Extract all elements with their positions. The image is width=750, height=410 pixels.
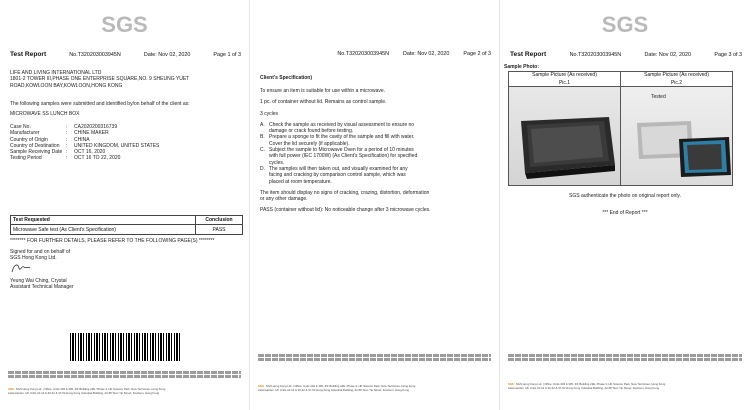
- report-number: No.T320203003945N: [569, 51, 622, 58]
- field-row: Country of Destination : UNITED KINGDOM, UNITED STATES: [10, 142, 160, 149]
- spec-line: To ensure an item is suitable for use within a microwave.: [260, 88, 386, 94]
- fine-print: [8, 375, 241, 378]
- report-number: No.T320203003945N: [69, 51, 121, 58]
- sgs-logo: SGS: [101, 12, 148, 37]
- fine-print: [8, 371, 241, 374]
- spec-title: Client's Specification): [260, 75, 313, 81]
- table-cell: Microwave Safe test (As Client's Specification): [11, 225, 196, 234]
- photo-caption: Pic.1: [558, 79, 571, 86]
- test-requested-table: [10, 215, 243, 235]
- field-row: Country of Origin : CHINA: [10, 136, 90, 143]
- table-header: Test Requested: [11, 216, 196, 225]
- refer-note: ******** FOR FURTHER DETAILS, PLEASE REFER TO THE FOLLOWING PAGE(S) ********: [10, 238, 215, 244]
- page-number: Page 2 of 3: [463, 51, 491, 57]
- tested-label: Tested: [651, 94, 666, 100]
- report-title: Test Report: [510, 51, 547, 58]
- report-page-3: [500, 0, 750, 410]
- fine-print: [258, 358, 491, 361]
- spec-line: 1 pc. of container without lid. Remains as control sample.: [260, 99, 387, 106]
- authenticate-note: SGS authenticate the photo on original report only.: [569, 193, 681, 199]
- fine-print: [508, 354, 742, 357]
- page-header: [10, 51, 241, 58]
- page-number: Page 1 of 3: [213, 51, 241, 58]
- table-header: Conclusion: [196, 216, 243, 225]
- product-name: MICROWAVE SS LUNCH BOX: [10, 111, 80, 117]
- report-page-1: [0, 0, 250, 410]
- signer-block: [10, 278, 74, 291]
- footer-line: Laboratories: 1/F Units 10-13 & 30-32 & 37-52 Hong Kong Industrial Building, 42-58 Tsun Yip Street, Kowloon, Hong Kong: [8, 392, 160, 395]
- page-header: [260, 51, 491, 57]
- report-date: Date: Nov 02, 2020: [402, 51, 450, 57]
- closing-line: PASS (container without lid): No noticeable change after 3 microwave cycles.: [260, 207, 431, 214]
- photo-caption: Pic.2: [670, 79, 683, 86]
- signed-line: SGS Hong Kong Ltd.: [10, 255, 57, 262]
- signature: [10, 262, 32, 274]
- section-title: Sample Photo:: [504, 64, 540, 70]
- field-row: Case No. : CA2020200316739: [10, 124, 118, 130]
- step-row: D. The samples will then taken out, and visually examined for any facing and cracking by comparison control sample, which was placed at room temperature.: [260, 165, 408, 185]
- signer-title: Assistant Technical Manager: [10, 284, 74, 291]
- step-row: A. Check the sample as received by visual assessment to ensure no damage or crack found before testing.: [260, 121, 415, 135]
- fine-print: [508, 358, 742, 361]
- signer-name: Yeung Wai Ching, Crystal: [10, 278, 67, 284]
- spec-text: [260, 88, 489, 214]
- report-page-2: [250, 0, 500, 410]
- spec-line: 3 cycles: [260, 110, 279, 117]
- field-row: Manufacturer : CHINE MAKER: [10, 130, 109, 137]
- report-number: No.T320203003945N: [337, 51, 389, 57]
- step-row: C. Subject the sample to Microwave Oven for a period of 10 minutes with full power (IEC 1700W) (As Client's Specification) for specified cycles.: [260, 147, 418, 166]
- field-row: Testing Period : OCT 16 TO 22, 2020: [10, 155, 121, 162]
- container-image: [621, 87, 733, 186]
- closing-line: The item should display no signs of cracking, crazing, distortion, deformation or any other damage.: [260, 189, 430, 203]
- sample-photo-2: [620, 86, 733, 186]
- report-date: Date: Nov 02, 2020: [644, 51, 691, 58]
- signed-line: Signed for and on behalf of: [10, 249, 71, 255]
- end-of-report: *** End of Report ***: [602, 210, 648, 216]
- footer-line: Laboratories: 1/F Units 10-13 & 30-32 & 37-52 Hong Kong Industrial Building, 42-58 Tsun Yip Street, Kowloon, Hong Kong: [258, 389, 410, 392]
- footer-line: Laboratories: 1/F Units 10-13 & 30-32 & 37-52 Hong Kong Industrial Building, 42-58 Tsun Yip Street, Kowloon, Hong Kong: [508, 387, 660, 390]
- page-header: [510, 51, 742, 58]
- report-title: Test Report: [10, 51, 47, 58]
- sample-photo-1: [508, 86, 621, 186]
- intro-text: The following samples were submitted and identified by/on behalf of the client as:: [10, 101, 190, 107]
- lunch-box-image: [509, 87, 621, 186]
- table-row: [11, 225, 243, 234]
- table-header-row: [11, 216, 243, 225]
- footer-line: SGS SGS Hong Kong Ltd. | Office: Units 303 & 305, 3/F Building 22E, Phase 3, HK Science Park, New Territories, Hong Kong: [258, 385, 416, 388]
- table-cell: PASS: [196, 225, 243, 234]
- client-line: 1801-2 TOWER III,PHASE ONE ENTERPRISE SQUARE,NO. 9 SHEUNG YUET: [10, 76, 190, 83]
- client-line: LIFE AND LIVING INTERNATIONAL LTD: [10, 70, 102, 76]
- step-row: B. Prepare a sponge to fit the cavity of the sample and fill with water. Cover the lid securely (if applicable).: [260, 134, 415, 147]
- footer-line: SGS SGS Hong Kong Ltd. | Office: Units 303 & 305, 3/F Building 22E, Phase 3, HK Science Park, New Territories, Hong Kong: [8, 388, 166, 391]
- sample-fields: [10, 124, 159, 162]
- signed-block: [10, 249, 70, 262]
- client-line: ROAD,KOWLOON BAY,KOWLOON,HONG KONG: [10, 82, 123, 89]
- client-address: [10, 70, 189, 89]
- sgs-logo: SGS: [601, 12, 649, 37]
- photo-header: Sample Picture (As received) Pic.1: [508, 71, 621, 87]
- fine-print: [258, 354, 491, 357]
- footer-line: SGS SGS Hong Kong Ltd. | Office: Units 303 & 305, 3/F Building 22E, Phase 3, HK Science Park, New Territories, Hong Kong: [508, 383, 666, 386]
- report-date: Date: Nov 02, 2020: [143, 51, 191, 58]
- page-number: Page 3 of 3: [714, 51, 742, 58]
- field-row: Sample Receiving Date : OCT 16, 2020: [10, 149, 106, 156]
- photo-header: Sample Picture (As received) Pic.2: [620, 71, 733, 87]
- barcode: [70, 333, 180, 361]
